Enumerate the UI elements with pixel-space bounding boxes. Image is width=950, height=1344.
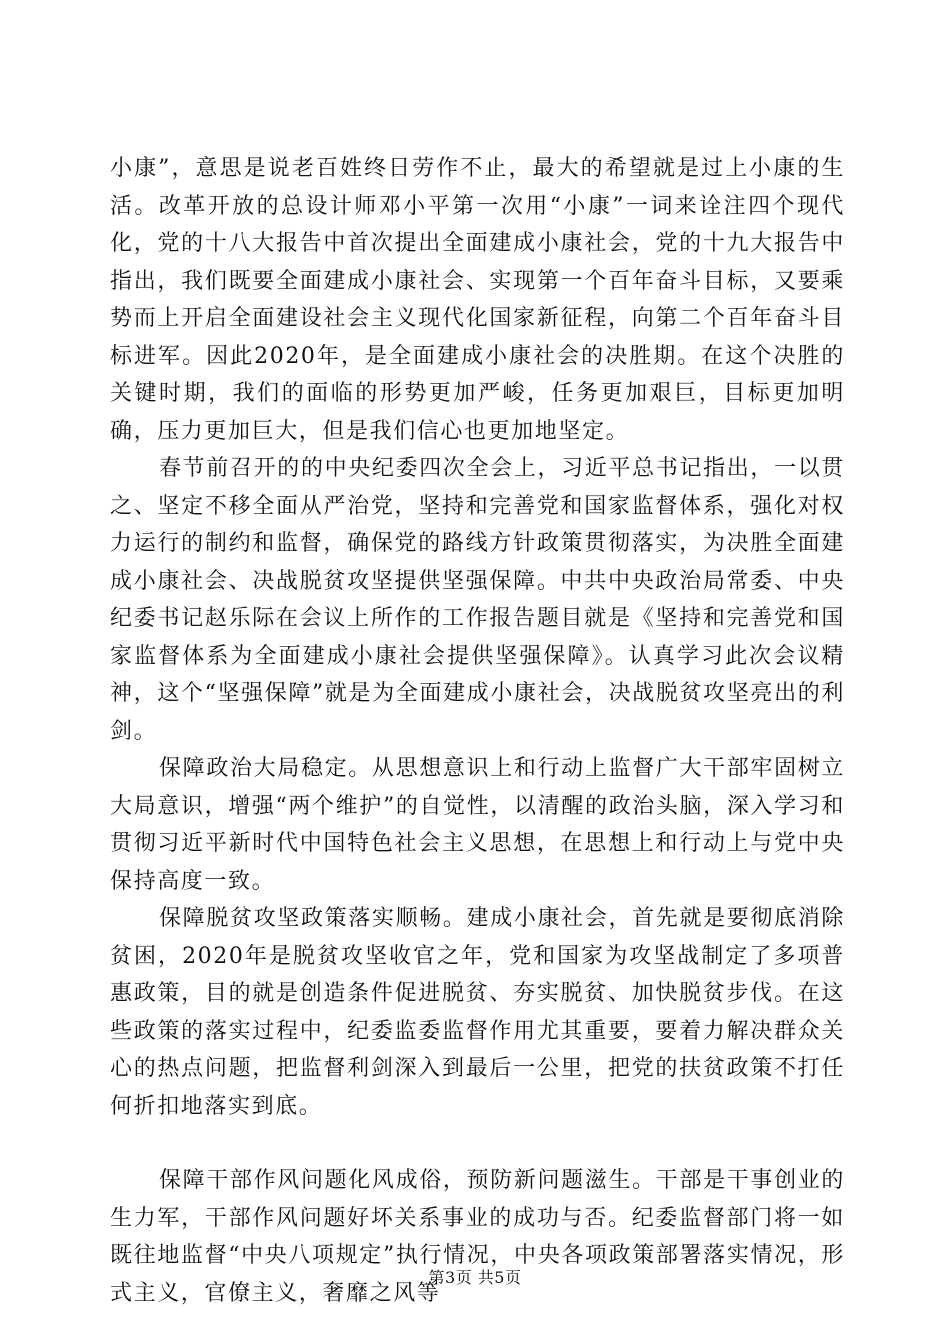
paragraph-2: 春节前召开的的中央纪委四次全会上，习近平总书记指出，一以贯之、坚定不移全面从严治党，坚持和完善党和国家监督体系，强化对权力运行的制约和监督，确保党的路线方针政策贯彻落实，为决胜全面建成小康社会、决战脱贫攻坚提供坚强保障。中共中央政治局常委、中央纪委书记赵乐际在会议上所作的工作报告题目就是《坚持和完善党和国家监督体系为全面建成小康社会提供坚强保障》。认真学习此次会议精神，这个“坚强保障”就是为全面建成小康社会，决战脱贫攻坚亮出的利剑。 bbox=[110, 456, 845, 744]
document-body bbox=[110, 150, 845, 1312]
paragraph-4: 保障脱贫攻坚政策落实顺畅。建成小康社会，首先就是要彻底消除贫困，2020年是脱贫攻坚收官之年，党和国家为攻坚战制定了多项普惠政策，目的就是创造条件促进脱贫、夯实脱贫、加快脱贫步伐。在这些政策的落实过程中，纪委监委监督作用尤其重要，要着力解决群众关心的热点问题，把监督利剑深入到最后一公里，把党的扶贫政策不打任何折扣地落实到底。 bbox=[110, 906, 845, 1119]
paragraph-3: 保障政治大局稳定。从思想意识上和行动上监督广大干部牢固树立大局意识，增强“两个维护”的自觉性，以清醒的政治头脑，深入学习和贯彻习近平新时代中国特色社会主义思想，在思想上和行动上与党中央保持高度一致。 bbox=[110, 756, 845, 894]
paragraph-5: 保障干部作风问题化风成俗，预防新问题滋生。干部是干事创业的生力军，干部作风问题好坏关系事业的成功与否。纪委监督部门将一如既往地监督“中央八项规定”执行情况，中央各项政策部署落实情况，形式主义，官僚主义，奢靡之风等 bbox=[110, 1168, 845, 1306]
page-number-footer: 第3页 共5页 bbox=[428, 1268, 522, 1287]
paragraph-1: 小康”，意思是说老百姓终日劳作不止，最大的希望就是过上小康的生活。改革开放的总设计师邓小平第一次用“小康”一词来诠注四个现代化，党的十八大报告中首次提出全面建成小康社会，党的十九大报告中指出，我们既要全面建成小康社会、实现第一个百年奋斗目标，又要乘势而上开启全面建设社会主义现代化国家新征程，向第二个百年奋斗目标进军。因此2020年，是全面建成小康社会的决胜期。在这个决胜的关键时期，我们的面临的形势更加严峻，任务更加艰巨，目标更加明确，压力更加巨大，但是我们信心也更加地坚定。 bbox=[110, 156, 845, 444]
